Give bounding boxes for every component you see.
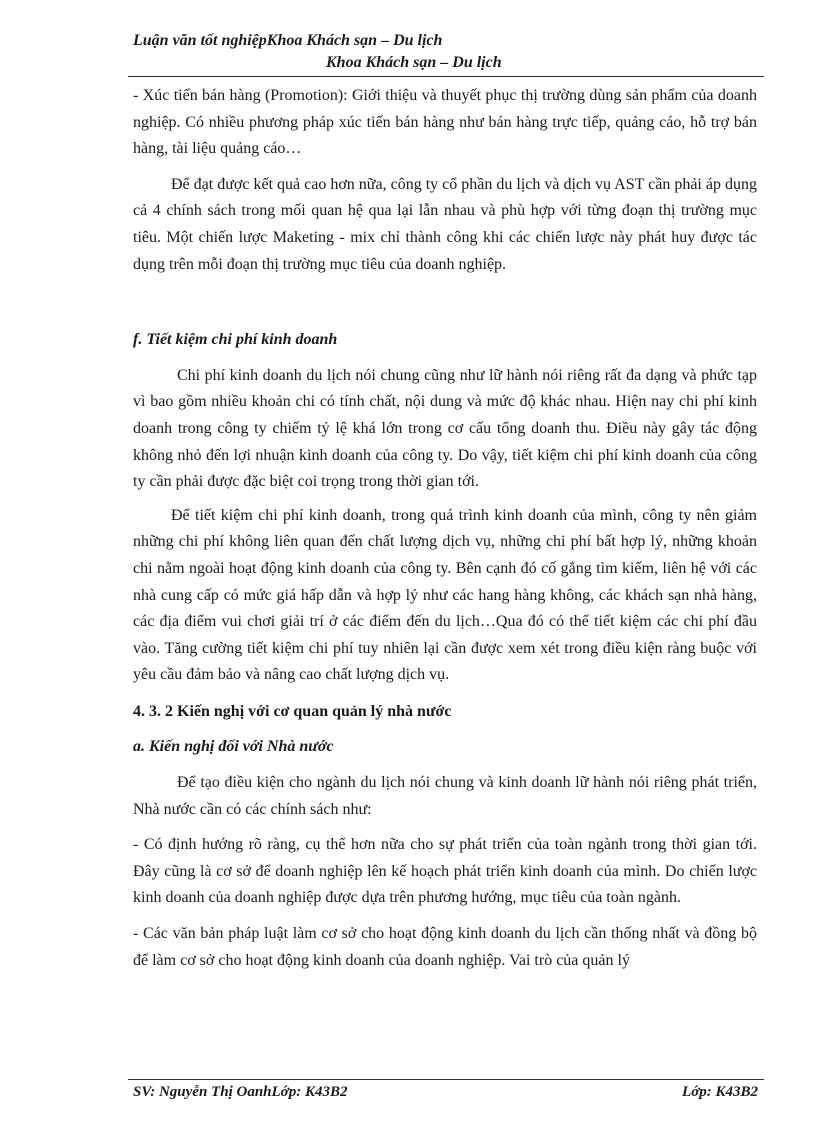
heading-cost-saving: f. Tiết kiệm chi phí kinh doanh	[133, 331, 338, 349]
paragraph-orientation: - Có định hướng rõ ràng, cụ thể hơn nữa cho sự phát triển của toàn ngành trong thời gian tới. Đây cũng là cơ sở để doanh nghiệp lên kế hoạch phát triển kinh doanh của mình. Do chiến lược kinh doanh của doanh nghiệp được dựa trên phương hướng, mục tiêu của toàn ngành.	[133, 836, 757, 907]
header-divider	[128, 76, 764, 77]
paragraph-state-intro: Để tạo điều kiện cho ngành du lịch nói chung và kinh doanh lữ hành nói riêng phát triển, Nhà nước cần có các chính sách như:	[133, 774, 757, 818]
page-header	[133, 30, 763, 74]
paragraph-legal-documents: - Các văn bản pháp luật làm cơ sở cho hoạt động kinh doanh du lịch cần thống nhất và đồng bộ để làm cơ sở cho hoạt động kinh doanh của doanh nghiệp. Vai trò của quản lý	[133, 925, 757, 969]
paragraph-promotion: - Xúc tiến bán hàng (Promotion): Giới thiệu và thuyết phục thị trường dùng sản phẩm của doanh nghiệp. Có nhiều phương pháp xúc tiến bán hàng như bán hàng trực tiếp, quảng cáo, hỗ trợ bán hàng, tài liệu quảng cáo…	[133, 87, 757, 158]
header-line-2: Khoa Khách sạn – Du lịch	[326, 54, 502, 71]
footer-student: SV: Nguyễn Thị OanhLớp: K43B2	[133, 1084, 348, 1100]
paragraph-cost-1: Chi phí kinh doanh du lịch nói chung cũng như lữ hành nói riêng rất đa dạng và phức tạp vì bao gồm nhiều khoản chi có tính chất, nội dung và mức độ khác nhau. Hiện nay chi phí kinh doanh trong công ty chiếm tỷ lệ khá lớn trong cơ cấu tổng doanh thu. Điều này gây tác động không nhỏ đến lợi nhuận kinh doanh của công ty. Do vậy, tiết kiệm chi phí kinh doanh của công ty cần phải được đặc biệt coi trọng trong thời gian tới.	[133, 366, 757, 491]
heading-state-recommendations: a. Kiến nghị đối với Nhà nước	[133, 738, 334, 756]
document-body	[133, 80, 757, 974]
footer-divider	[128, 1079, 764, 1080]
heading-section-4-3-2: 4. 3. 2 Kiến nghị với cơ quan quản lý nhà nước	[133, 702, 452, 720]
header-line-1: Luận văn tốt nghiệpKhoa Khách sạn – Du lịch	[133, 32, 443, 49]
page-footer	[133, 1081, 758, 1103]
footer-class: Lớp: K43B2	[682, 1084, 758, 1100]
paragraph-strategy: Để đạt được kết quả cao hơn nữa, công ty cổ phần du lịch và dịch vụ AST cần phải áp dụng cả 4 chính sách trong mối quan hệ qua lại lẫn nhau và phù hợp với từng đoạn thị trường mục tiêu. Một chiến lược Maketing - mix chỉ thành công khi các chiến lược này phát huy được tác dụng trên mỗi đoạn thị trường mục tiêu của doanh nghiệp.	[133, 175, 757, 273]
paragraph-cost-2: Để tiết kiệm chi phí kinh doanh, trong quá trình kinh doanh của mình, công ty nên giảm những chi phí không liên quan đến chất lượng dịch vụ, những chi phí bất hợp lý, những khoản chi nằm ngoài hoạt động kinh doanh của công ty. Bên cạnh đó cố gắng tìm kiếm, liên hệ với các nhà cung cấp có mức giá hấp dẫn và hợp lý như các hang hàng không, các khách sạn nhà hàng, các địa điểm vui chơi giải trí ở các điểm đến du lịch…Qua đó có thể tiết kiệm các chi phí đầu vào. Tăng cường tiết kiệm chi phí tuy nhiên lại cần được xem xét trong điều kiện ràng buộc với yêu cầu đảm bảo và nâng cao chất lượng dịch vụ.	[133, 506, 757, 684]
